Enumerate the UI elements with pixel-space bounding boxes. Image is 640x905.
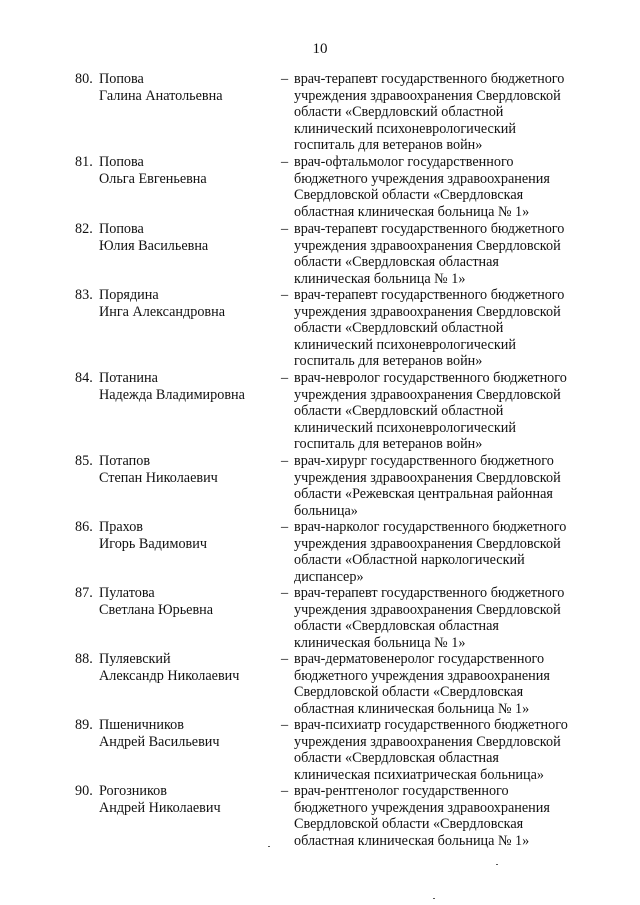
entry-person-name [99, 651, 239, 684]
entry-desc-line: области «Режевская центральная районная [294, 486, 553, 502]
entry-desc-line: учреждения здравоохранения Свердловской [294, 386, 561, 403]
entry-desc-line: госпиталь для ветеранов войн» [294, 137, 483, 153]
entry-name-line: Пшеничников [99, 717, 184, 733]
entry-name-line: Ольга Евгеньевна [99, 170, 207, 187]
entry-person-name [99, 717, 220, 750]
entry-desc-line: учреждения здравоохранения Свердловской [294, 87, 561, 104]
entry-name-line: Попова [99, 154, 144, 170]
entry-name-line: Попова [99, 221, 144, 237]
entry-desc-line: врач-офтальмолог государственного [294, 154, 514, 170]
entry-name-line: Потапов [99, 453, 151, 469]
entry-number: 84. [75, 370, 93, 386]
entry-person-name [99, 71, 223, 104]
entry-desc-line: врач-психиатр государственного бюджетного [294, 717, 568, 733]
entry-dash: – [281, 783, 289, 799]
scan-speck [268, 846, 270, 847]
entry-desc-line: клинический психоневрологический [294, 120, 516, 137]
entry-desc-line: врач-терапевт государственного бюджетного [294, 221, 565, 237]
entry-name-line: Степан Николаевич [99, 469, 218, 486]
entry-desc-line: бюджетного учреждения здравоохранения [294, 170, 550, 187]
entry-desc-line: врач-терапевт государственного бюджетного [294, 71, 565, 87]
entry-person-name [99, 585, 213, 618]
entry-name-line: Потанина [99, 370, 158, 386]
entry-number: 88. [75, 651, 93, 667]
entry-desc-line: учреждения здравоохранения Свердловской [294, 535, 561, 552]
entry-name-line: Андрей Васильевич [99, 733, 220, 750]
entry-desc-line: врач-невролог государственного бюджетного [294, 370, 567, 386]
entry-position-description [294, 221, 614, 287]
entry-desc-line: врач-рентгенолог государственного [294, 783, 509, 799]
entry-desc-line: больница» [294, 502, 358, 519]
entry-position-description [294, 370, 614, 453]
entry-desc-line: учреждения здравоохранения Свердловской [294, 601, 561, 618]
entry-name-line: Игорь Вадимович [99, 535, 207, 552]
entry-desc-line: области «Свердловская областная [294, 750, 499, 766]
entry-position-description [294, 651, 614, 717]
entry-dash: – [281, 651, 289, 667]
entry-desc-line: учреждения здравоохранения Свердловской [294, 237, 561, 254]
entry-desc-line: клиническая больница № 1» [294, 634, 466, 651]
entry-desc-line: врач-хирург государственного бюджетного [294, 453, 554, 469]
entry-desc-line: областная клиническая больница № 1» [294, 700, 530, 717]
entry-name-line: Галина Анатольевна [99, 87, 223, 104]
entry-desc-line: бюджетного учреждения здравоохранения [294, 799, 550, 816]
entry-desc-line: бюджетного учреждения здравоохранения [294, 667, 550, 684]
entry-desc-line: областная клиническая больница № 1» [294, 832, 530, 849]
entry-number: 86. [75, 519, 93, 535]
entry-dash: – [281, 717, 289, 733]
entry-desc-line: области «Областной наркологический [294, 552, 525, 568]
entry-dash: – [281, 71, 289, 87]
entry-number: 89. [75, 717, 93, 733]
entry-position-description [294, 783, 614, 849]
entry-desc-line: области «Свердловский областной [294, 403, 504, 419]
entry-desc-line: Свердловской области «Свердловская [294, 816, 524, 832]
entry-desc-line: клиническая больница № 1» [294, 270, 466, 287]
entry-number: 90. [75, 783, 93, 799]
entry-desc-line: области «Свердловский областной [294, 104, 504, 120]
scan-speck [433, 898, 435, 899]
entry-dash: – [281, 585, 289, 601]
entry-person-name [99, 783, 221, 816]
entry-dash: – [281, 519, 289, 535]
entry-dash: – [281, 154, 289, 170]
page-number: 10 [312, 41, 328, 57]
entry-desc-line: врач-терапевт государственного бюджетного [294, 585, 565, 601]
entry-name-line: Прахов [99, 519, 143, 535]
entry-number: 81. [75, 154, 93, 170]
entry-desc-line: клинический психоневрологический [294, 336, 516, 353]
entry-dash: – [281, 221, 289, 237]
entry-name-line: Надежда Владимировна [99, 386, 245, 403]
entry-name-line: Андрей Николаевич [99, 799, 221, 816]
entry-desc-line: Свердловской области «Свердловская [294, 684, 524, 700]
entry-person-name [99, 154, 207, 187]
entry-desc-line: клинический психоневрологический [294, 419, 516, 436]
entry-dash: – [281, 370, 289, 386]
entry-desc-line: диспансер» [294, 568, 364, 585]
entry-name-line: Пулатова [99, 585, 155, 601]
entry-position-description [294, 154, 614, 220]
entry-person-name [99, 453, 218, 486]
entry-desc-line: учреждения здравоохранения Свердловской [294, 303, 561, 320]
entry-person-name [99, 370, 245, 403]
entry-number: 85. [75, 453, 93, 469]
entry-position-description [294, 453, 614, 519]
scan-speck [496, 864, 498, 865]
entry-person-name [99, 221, 208, 254]
entry-position-description [294, 717, 614, 783]
entry-position-description [294, 519, 614, 585]
entry-desc-line: областная клиническая больница № 1» [294, 203, 530, 220]
entry-desc-line: врач-терапевт государственного бюджетного [294, 287, 565, 303]
entry-name-line: Александр Николаевич [99, 667, 240, 684]
entry-dash: – [281, 287, 289, 303]
entry-name-line: Попова [99, 71, 144, 87]
entry-name-line: Рогозников [99, 783, 167, 799]
entry-number: 87. [75, 585, 93, 601]
entry-desc-line: области «Свердловская областная [294, 618, 499, 634]
entry-position-description [294, 71, 614, 154]
entry-person-name [99, 519, 207, 552]
entry-desc-line: врач-нарколог государственного бюджетного [294, 519, 567, 535]
entry-desc-line: госпиталь для ветеранов войн» [294, 353, 483, 369]
entry-desc-line: учреждения здравоохранения Свердловской [294, 733, 561, 750]
entry-person-name [99, 287, 225, 320]
entry-desc-line: клиническая психиатрическая больница» [294, 766, 545, 783]
entry-name-line: Порядина [99, 287, 159, 303]
entry-desc-line: области «Свердловский областной [294, 320, 504, 336]
entry-name-line: Инга Александровна [99, 303, 226, 320]
entry-position-description [294, 585, 614, 651]
entry-desc-line: области «Свердловская областная [294, 254, 499, 270]
entry-name-line: Пуляевский [99, 651, 171, 667]
entry-number: 80. [75, 71, 93, 87]
entry-name-line: Светлана Юрьевна [99, 601, 214, 618]
entry-position-description [294, 287, 614, 370]
entry-desc-line: врач-дерматовенеролог государственного [294, 651, 545, 667]
entry-desc-line: учреждения здравоохранения Свердловской [294, 469, 561, 486]
entry-desc-line: госпиталь для ветеранов войн» [294, 436, 483, 452]
entry-desc-line: Свердловской области «Свердловская [294, 187, 524, 203]
entry-number: 82. [75, 221, 93, 237]
entry-dash: – [281, 453, 289, 469]
entry-number: 83. [75, 287, 93, 303]
entry-name-line: Юлия Васильевна [99, 237, 209, 254]
